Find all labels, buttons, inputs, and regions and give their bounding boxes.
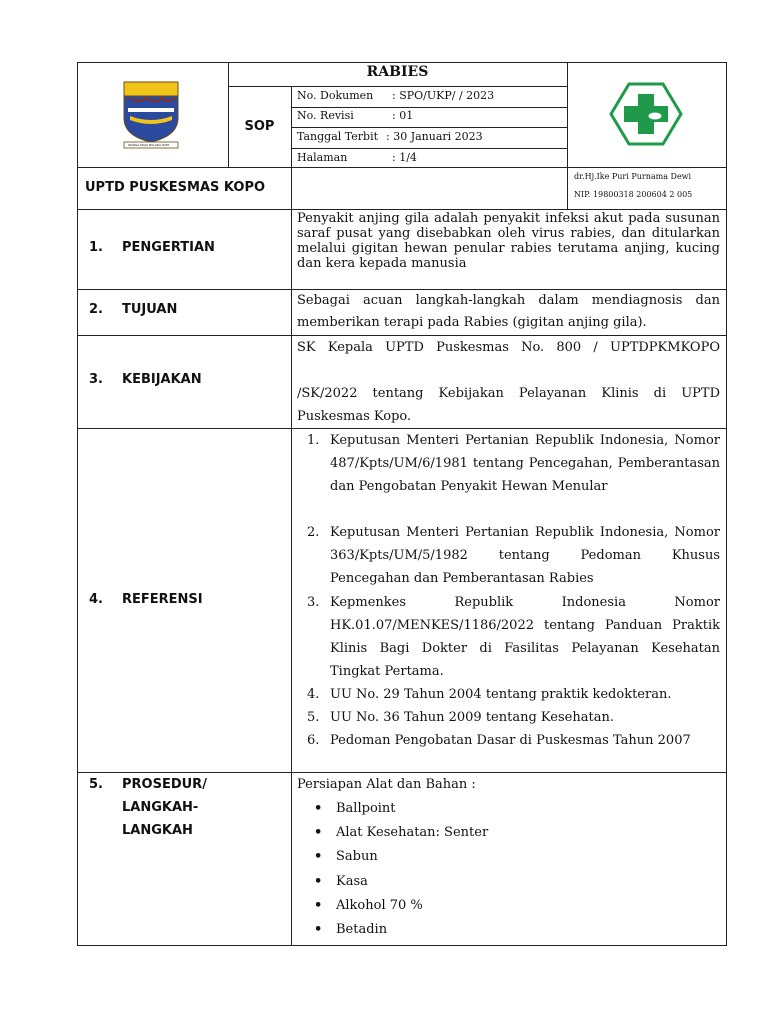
reference-item: UU No. 29 Tahun 2004 tentang praktik kedokteran. (330, 687, 672, 702)
institution-name: UPTD PUSKESMAS KOPO (85, 180, 266, 195)
row-divider (77, 167, 727, 168)
page-value: : 1/4 (392, 151, 417, 164)
ref-number: 3. (307, 595, 320, 610)
materials-list-item: • Kasa (336, 870, 368, 893)
ref-number: 1. (307, 433, 320, 448)
header-divider (291, 127, 567, 128)
city-emblem (118, 80, 184, 152)
puskesmas-logo (609, 82, 683, 146)
signatory-nip: NIP. 19800318 200604 2 005 (574, 190, 693, 199)
reference-item: Keputusan Menteri Pertanian Republik Indonesia, Nomor 487/Kpts/UM/6/1981 tentang Pencegahan, Pemberantasan dan Pengobatan Penyakit Hewan Menular (330, 433, 720, 494)
section-content-tujuan: Sebagai acuan langkah-langkah dalam mendiagnosis dan memberikan terapi pada Rabies (gigitan anjing gila). (297, 293, 720, 330)
row-divider (77, 772, 727, 773)
issue-date-value: : 30 Januari 2023 (386, 130, 483, 143)
doc-number-label: No. Dokumen (297, 89, 374, 102)
materials-list-item: • Ballpoint (336, 797, 396, 820)
section-number: 4. (89, 592, 103, 607)
section-content-pengertian: Penyakit anjing gila adalah penyakit infeksi akut pada susunan saraf pusat yang disebabkan oleh virus rabies, dan ditularkan melalui gigitan hewan penular rabies terutama anjing, kucing dan kera kepada manusia (297, 211, 720, 271)
section-title-tujuan: TUJUAN (122, 302, 178, 317)
materials-list-item: • Sabun (336, 845, 378, 868)
header-divider (291, 148, 567, 149)
signatory-name: dr.Hj.Ike Puri Purnama Dewi (574, 172, 692, 181)
ref-number: 5. (307, 710, 320, 725)
sop-label: SOP (244, 119, 275, 134)
header-divider (291, 107, 567, 108)
page-label: Halaman (297, 151, 348, 164)
section-number: 3. (89, 372, 103, 387)
emblem-motto: WARGA MAJU BALADA RAHI (128, 143, 170, 147)
revision-value: : 01 (392, 109, 414, 122)
header-divider (228, 86, 567, 87)
section-title-pengertian: PENGERTIAN (122, 240, 215, 255)
col-divider (567, 62, 568, 209)
materials-list-item: • Betadin (336, 918, 387, 941)
section-number: 5. (89, 777, 103, 792)
section-number: 2. (89, 302, 103, 317)
section-title-prosedur: LANGKAH (122, 823, 193, 838)
reference-item: Keputusan Menteri Pertanian Republik Indonesia, Nomor 363/Kpts/UM/5/1982 tentang Pedoman Khusus Pencegahan dan Pemberantasan Rabies (330, 525, 720, 586)
col-divider (291, 86, 292, 946)
health-cross-icon (609, 82, 683, 146)
section-title-kebijakan: KEBIJAKAN (122, 372, 202, 387)
ref-number: 6. (307, 733, 320, 748)
section-content-kebijakan-1: SK Kepala UPTD Puskesmas No. 800 / UPTDPKMKOPO (297, 340, 720, 355)
revision-label: No. Revisi (297, 109, 354, 122)
row-divider (77, 209, 727, 210)
reference-item: UU No. 36 Tahun 2009 tentang Kesehatan. (330, 710, 614, 725)
procedure-intro: Persiapan Alat dan Bahan : (297, 777, 476, 792)
section-title-referensi: REFERENSI (122, 592, 203, 607)
materials-list-item: • Alkohol 70 % (336, 894, 423, 917)
section-title-prosedur: PROSEDUR/ (122, 777, 207, 792)
materials-list-item: • Alat Kesehatan: Senter (336, 821, 488, 844)
doc-number-value: : SPO/UKP/ / 2023 (392, 89, 495, 102)
section-content-kebijakan-2: /SK/2022 tentang Kebijakan Pelayanan Klinis di UPTD Puskesmas Kopo. (297, 386, 720, 424)
issue-date-label: Tanggal Terbit (297, 130, 379, 143)
reference-item: Pedoman Pengobatan Dasar di Puskesmas Tahun 2007 (330, 733, 691, 748)
section-number: 1. (89, 240, 103, 255)
ref-number: 2. (307, 525, 320, 540)
ref-number: 4. (307, 687, 320, 702)
section-title-prosedur: LANGKAH- (122, 800, 199, 815)
reference-item: Kepmenkes Republik Indonesia Nomor HK.01.07/MENKES/1186/2022 tentang Panduan Praktik Klinis Bagi Dokter di Fasilitas Pelayanan Kesehatan Tingkat Pertama. (330, 595, 720, 679)
document-title: RABIES (366, 64, 429, 80)
emblem-icon (118, 80, 184, 152)
